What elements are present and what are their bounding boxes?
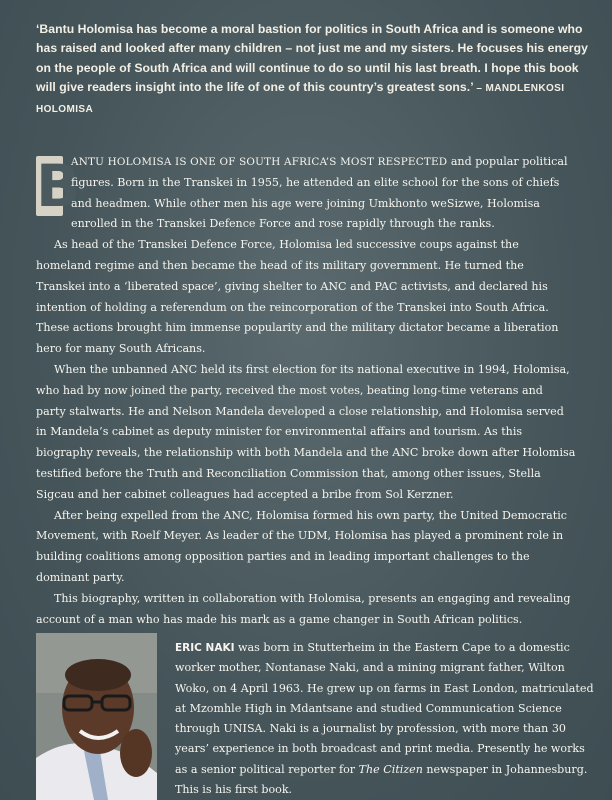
blurb-paragraph-4: After being expelled from the ANC, Holomisa formed his own party, the United Democratic Movement, with Roelf Meyer. As leader of the UDM, Holomisa has played a prominent role in building coalitions among opposition parties and in leading important challenges to the dominant party. — [36, 508, 567, 584]
author-photo — [36, 633, 157, 800]
quote-text: ‘Bantu Holomisa has become a moral bastion for politics in South Africa and is someone who has raised and looked after many children – not just me and my sisters. He focuses his energy on the people of South Africa and will continue to do so until his last breath. I hope this book will give readers insight into the life of one of this country’s greatest sons.’ — [36, 22, 588, 95]
blurb-paragraph-3: When the unbanned ANC held its first election for its national executive in 1994, Holomisa, who had by now joined the party, received the most votes, beating long-time veterans and party stalwarts. He and Nelson Mandela developed a close relationship, and Holomisa served in Mandela’s cabinet as deputy minister for environmental affairs and tourism. As this biography reveals, the relationship with both Mandela and the ANC broke down after Holomisa testified before the Truth and Reconciliation Commission that, among other issues, Stella Sigcau and her cabinet colleagues had accepted a bribe from Sol Kerzner. — [36, 362, 576, 501]
author-name: ERIC NAKI — [175, 642, 235, 654]
author-bio — [175, 638, 595, 800]
author-portrait-illustration — [36, 633, 157, 800]
blurb-paragraph-5: This biography, written in collaboration with Holomisa, presents an engaging and revealing account of a man who has made his mark as a game changer in South African politics. — [36, 591, 571, 626]
blurb-paragraph-2: As head of the Transkei Defence Force, Holomisa led successive coups against the homeland regime and then became the head of its military government. He turned the Transkei into a ‘liberated space’, giving shelter to ANC and PAC activists, and declared his intention of holding a referendum on the reincorporation of the Transkei into South Africa. These actions brought him immense popularity and the military dictator became a liberation hero for many South Africans. — [36, 238, 559, 356]
blurb-paragraph-1 — [36, 152, 576, 235]
blurb-p1-text: and popular political figures. Born in the Transkei in 1955, he attended an elite school for the sons of chiefs and headmen. While other men his age were joining Umkhonto weSizwe, Holomisa enrolled in the Transkei Defence Force and rose rapidly through the ranks. — [71, 155, 568, 231]
author-bio-part2: newspaper in Johannesburg. This is his first book. — [175, 762, 588, 797]
book-blurb — [36, 152, 576, 630]
quote-attribution: – MANDLENKOSI HOLOMISA — [36, 83, 565, 115]
drop-cap: B — [36, 152, 81, 220]
publication-name: The Citizen — [358, 762, 423, 776]
lead-caps: ANTU HOLOMISA IS ONE OF SOUTH AFRICA’S MOST RESPECTED — [71, 156, 448, 168]
author-bio-part1: was born in Stutterheim in the Eastern Cape to a domestic worker mother, Nontanase Naki, and a mining migrant father, Wilton Woko, on 4 April 1963. He grew up on farms in East London, matriculated at Mzomhle High in Mdantsane and studied Communication Science through UNISA. Naki is a journalist by profession, with more than 30 years’ experience in both broadcast and print media. Presently he works as a senior political reporter for — [175, 641, 594, 776]
endorsement-quote — [36, 20, 596, 119]
